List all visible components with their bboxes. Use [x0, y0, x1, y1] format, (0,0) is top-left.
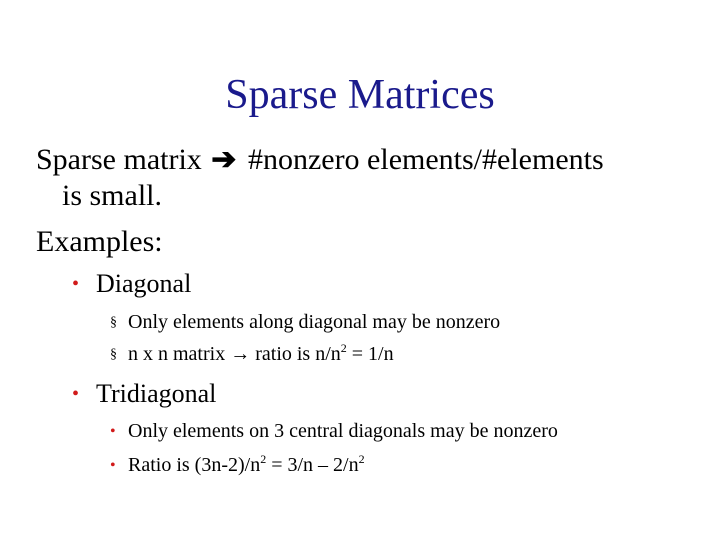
right-arrow-icon: ➔: [211, 143, 237, 176]
sub-item-text: Only elements on 3 central diagonals may be nonzero: [128, 420, 558, 442]
section-marker-icon: §: [110, 347, 117, 362]
list-item-tridiagonal: [72, 378, 216, 410]
slide-title: Sparse Matrices: [225, 72, 495, 118]
bullet-icon: •: [72, 383, 80, 405]
definition-line: [36, 142, 604, 178]
sub-item-tridiagonal-1: [110, 418, 558, 445]
sub-item-text-pre: n x n matrix: [128, 343, 226, 365]
superscript: 2: [260, 452, 267, 466]
sub-item-text-post: = 1/n: [351, 343, 394, 365]
bullet-icon: •: [110, 423, 116, 440]
list-item-label: Tridiagonal: [96, 379, 217, 408]
bullet-icon: •: [72, 273, 80, 295]
bullet-icon: •: [110, 457, 116, 474]
superscript: 2: [340, 341, 347, 355]
examples-label: Examples:: [36, 225, 163, 258]
right-arrow-icon: →: [230, 343, 251, 365]
definition-start: Sparse matrix: [36, 143, 202, 176]
sub-item-text-pre: Ratio is (3n-2)/n: [128, 454, 261, 476]
sub-item-diagonal-1: [110, 309, 500, 336]
definition-continuation: is small.: [62, 179, 163, 212]
sub-item-tridiagonal-2: [110, 452, 365, 479]
superscript: 2: [358, 452, 365, 466]
list-item-label: Diagonal: [96, 269, 192, 298]
definition-end: #nonzero elements/#elements: [247, 143, 604, 176]
sub-item-text-mid: = 3/n – 2/n: [271, 454, 359, 476]
sub-item-text: Only elements along diagonal may be nonzero: [128, 311, 501, 333]
sub-item-diagonal-2: [110, 341, 394, 368]
section-marker-icon: §: [110, 315, 117, 330]
sub-item-text-mid: ratio is n/n: [255, 343, 341, 365]
list-item-diagonal: [72, 268, 191, 300]
